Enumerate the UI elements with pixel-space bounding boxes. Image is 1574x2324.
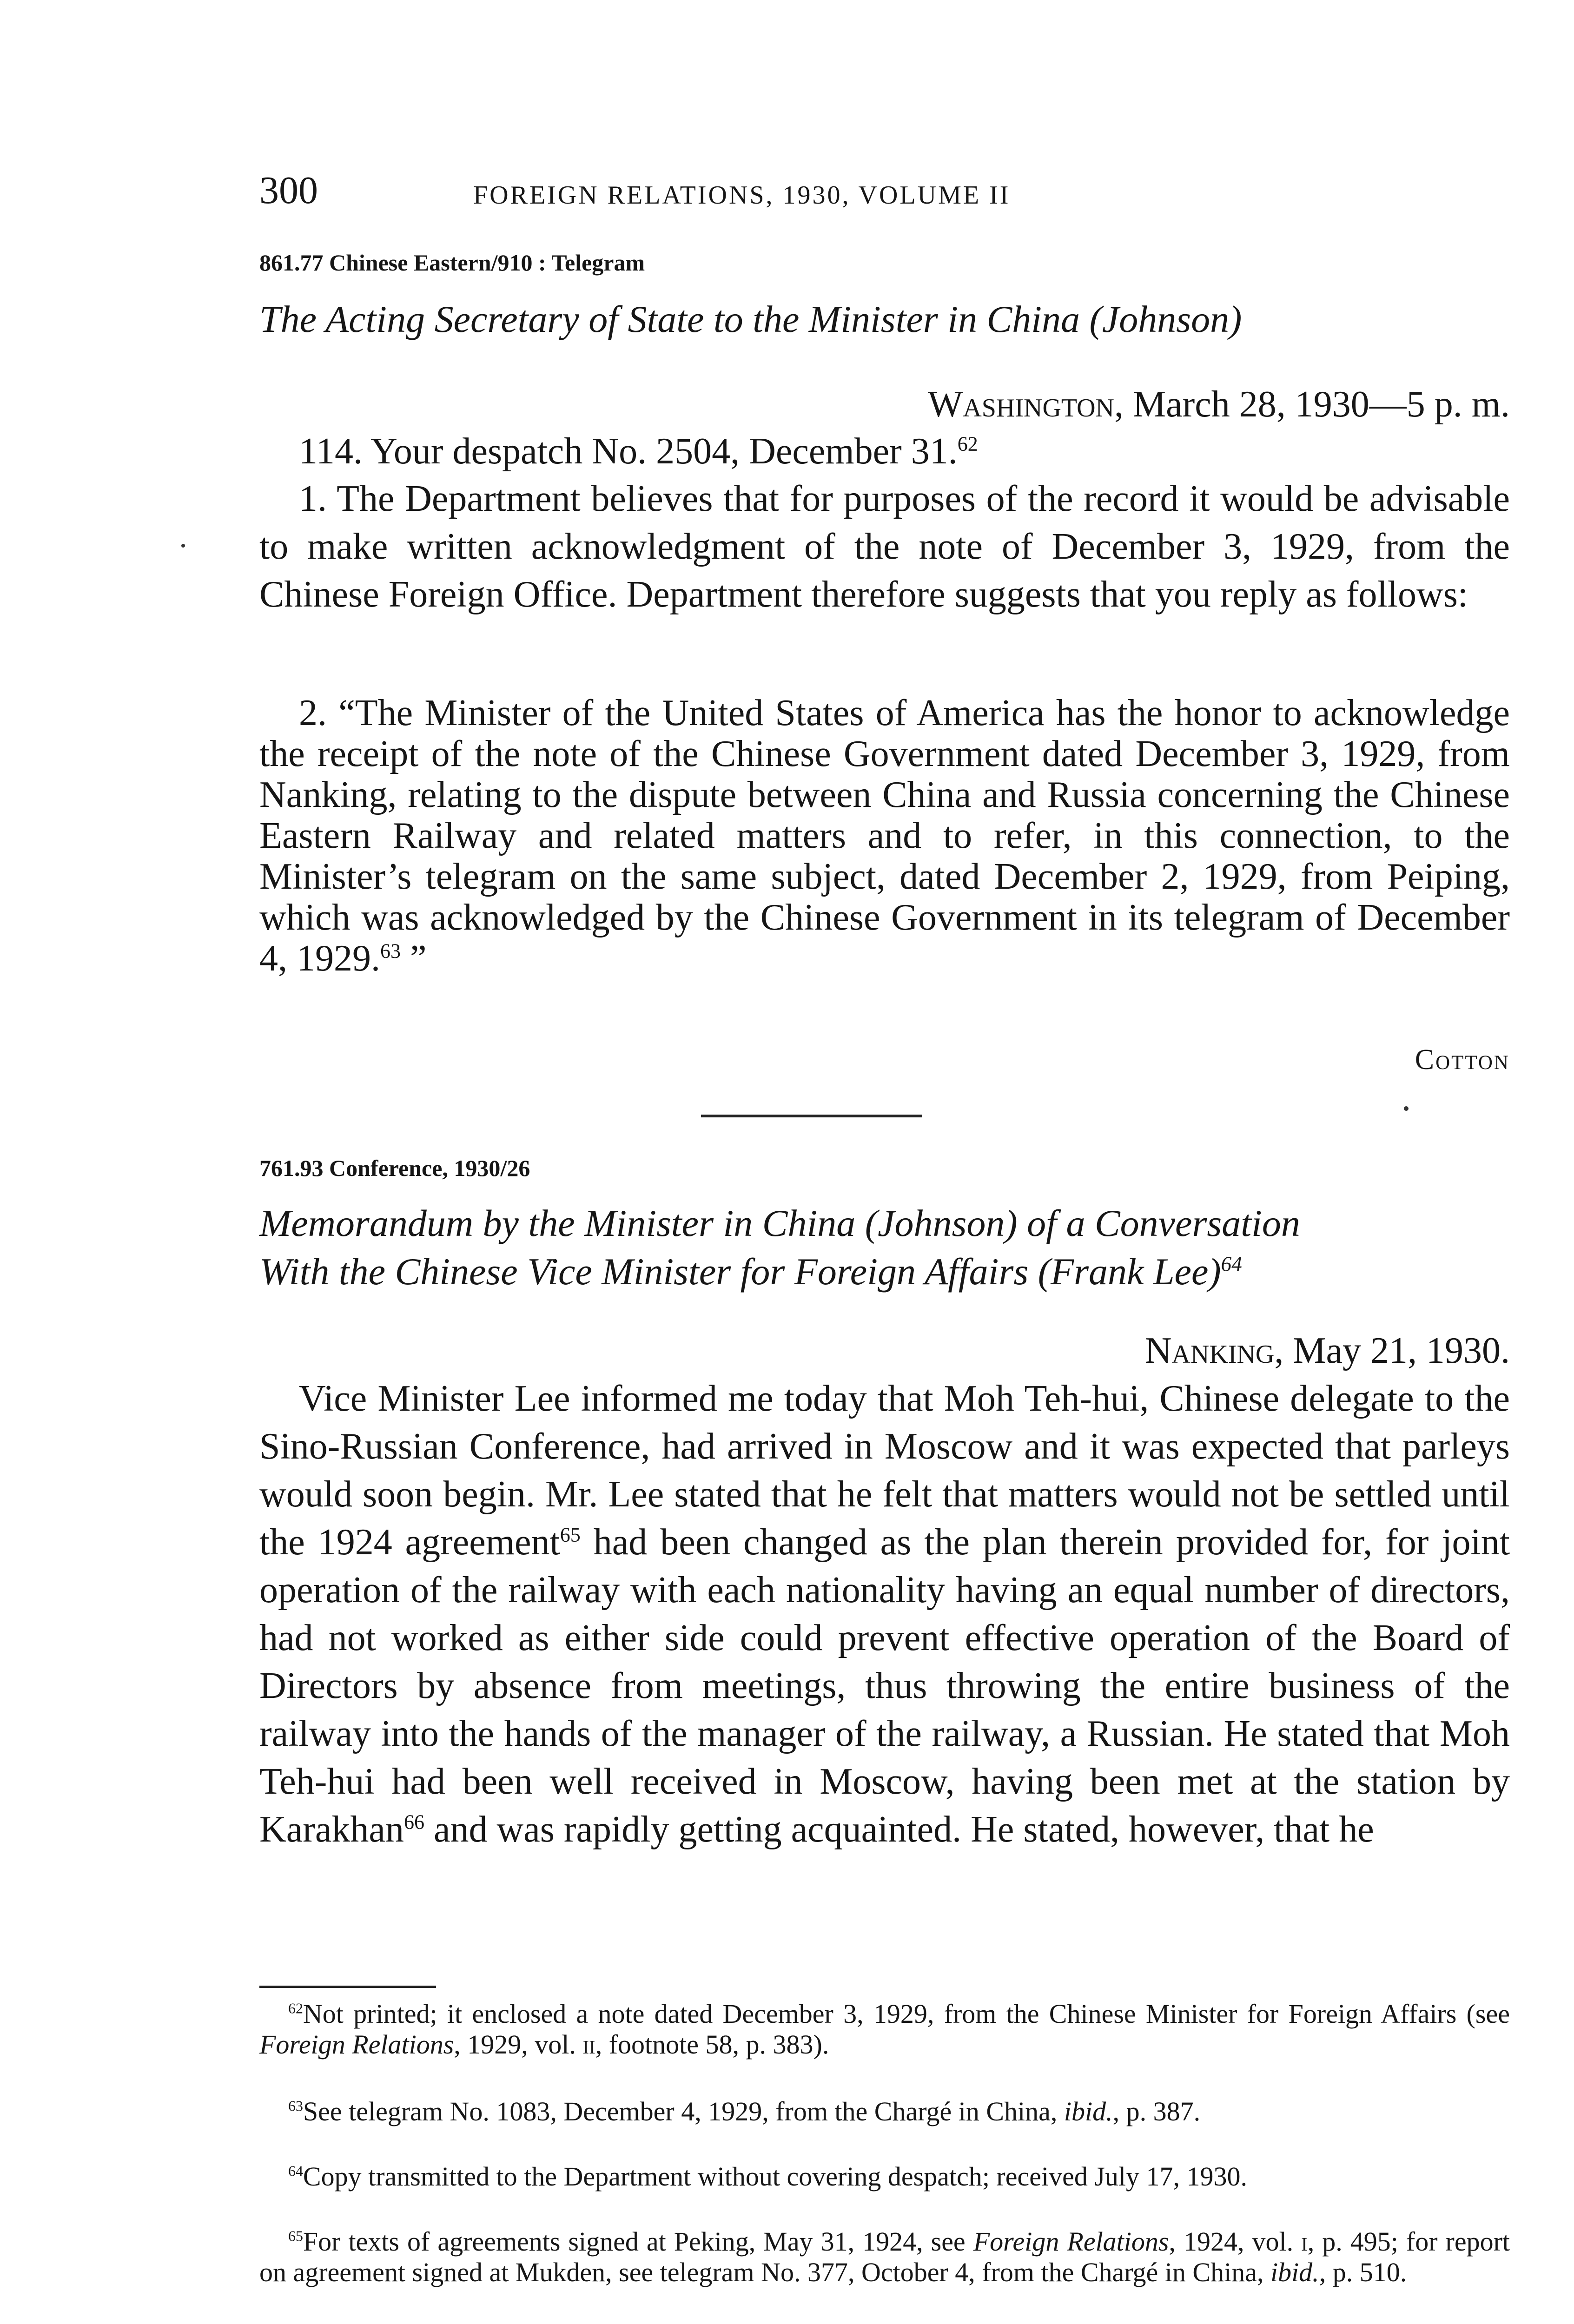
dateline-date: , May 21, 1930. xyxy=(1274,1330,1510,1371)
footnote-65 xyxy=(259,2226,1510,2288)
paragraph-text: 114. Your despatch No. 2504, December 31. xyxy=(299,431,958,472)
footnote-text: For texts of agreements signed at Peking, May 31, 1924, see xyxy=(303,2226,973,2257)
file-reference: 761.93 Conference, 1930/26 xyxy=(259,1155,530,1181)
footnote-volume: i xyxy=(1301,2226,1308,2257)
dateline-date: , March 28, 1930—5 p. m. xyxy=(1114,384,1510,425)
running-header xyxy=(259,167,1510,218)
page-number: 300 xyxy=(259,169,318,212)
footnote-text: See telegram No. 1083, December 4, 1929, from the Chargé in China, xyxy=(303,2096,1064,2126)
memorandum-body xyxy=(259,1375,1510,1854)
title-line: Memorandum by the Minister in China (Johnson) of a Conversation xyxy=(259,1202,1300,1244)
file-reference: 861.77 Chinese Eastern/910 : Telegram xyxy=(259,250,645,276)
footnote-text: , p. 510. xyxy=(1319,2257,1407,2287)
footnote-italic: Foreign Relations xyxy=(973,2226,1169,2257)
paragraph-114 xyxy=(259,428,1510,475)
paragraph-text: 2. “The Minister of the United States of America has the honor to acknowledge the receipt of the note of the Chinese Government dated December 3, 1929, from Nanking, relating to the dispute between China and Russia concerning the Chinese Eastern Railway and related matters and to refer, in this connection, to the Minister’s telegram on the same subject, dated December 2, 1929, from Peiping, which was acknowledged by the Chinese Government in its telegram of December 4, 1929. xyxy=(259,693,1510,979)
footnote-rule xyxy=(259,1986,436,1988)
footnote-ref: 63 xyxy=(380,939,401,963)
footnote-ref: 65 xyxy=(560,1523,581,1546)
footnote-63 xyxy=(259,2096,1510,2127)
footnote-ref: 66 xyxy=(403,1810,424,1834)
footnote-italic: ibid. xyxy=(1064,2096,1113,2126)
print-speck xyxy=(181,544,185,548)
paragraph-2 xyxy=(259,693,1510,979)
running-title: FOREIGN RELATIONS, 1930, VOLUME II xyxy=(473,181,1011,210)
footnote-italic: Foreign Relations xyxy=(259,2029,454,2060)
section-divider xyxy=(701,1115,922,1117)
footnote-text: Copy transmitted to the Department without covering despatch; received July 17, 1930. xyxy=(303,2161,1248,2192)
footnote-62 xyxy=(259,1999,1510,2060)
footnote-text: , p. 495; for report on agreement signed at Mukden, see telegram No. 377, October 4, from the Chargé in China, xyxy=(259,2226,1510,2287)
body-text: had been changed as the plan therein provided for, for joint operation of the railway with each nationality having an equal number of directors, had not worked as either side could prevent effective operation of the Board of Directors by absence from meetings, thus throwing the entire business of the railway into the hands of the manager of the railway, a Russian. He stated that Moh Teh-hui had been well received in Moscow, having been met at the station by Karakhan xyxy=(259,1522,1510,1850)
title-text: With the Chinese Vice Minister for Foreign Affairs (Frank Lee) xyxy=(259,1250,1221,1293)
document-title xyxy=(259,1199,1510,1296)
footnote-text: , 1924, vol. xyxy=(1169,2226,1302,2257)
footnote-volume: ii xyxy=(582,2029,595,2060)
body-text: Vice Minister Lee informed me today that Moh Teh-hui, Chinese delegate to the Sino-Russian Conference, had arrived in Moscow and it was expected that parleys would soon begin. Mr. Lee stated that he felt that matters would not be settled until the 1924 agreement xyxy=(259,1378,1510,1563)
footnote-text: , 1929, vol. xyxy=(454,2029,583,2060)
title-line xyxy=(259,1248,1510,1296)
footnote-text: , p. 387. xyxy=(1112,2096,1201,2126)
footnote-number: 62 xyxy=(288,2000,303,2017)
footnote-64 xyxy=(259,2161,1510,2192)
footnote-text: , footnote 58, p. 383). xyxy=(595,2029,829,2060)
signature: Cotton xyxy=(1415,1044,1510,1076)
footnote-italic: ibid. xyxy=(1270,2257,1319,2287)
footnote-ref: 62 xyxy=(957,432,978,456)
dateline xyxy=(259,381,1510,428)
footnote-number: 65 xyxy=(288,2228,303,2245)
dateline xyxy=(259,1327,1510,1374)
dateline-place: Washington xyxy=(927,384,1114,425)
document-title: The Acting Secretary of State to the Minister in China (Johnson) xyxy=(259,298,1242,340)
footnote-number: 64 xyxy=(288,2163,303,2179)
print-speck xyxy=(1404,1106,1409,1111)
footnote-ref: 64 xyxy=(1221,1252,1242,1276)
closing-quote: ” xyxy=(401,938,427,979)
paragraph-1: 1. The Department believes that for purposes of the record it would be advisable to make written acknowledgment of the note of December 3, 1929, from the Chinese Foreign Office. Department therefore suggests that you reply as follows: xyxy=(259,478,1510,615)
footnote-number: 63 xyxy=(288,2098,303,2114)
dateline-place: Nanking xyxy=(1144,1330,1275,1371)
footnote-text: Not printed; it enclosed a note dated December 3, 1929, from the Chinese Minister for Foreign Affairs (see xyxy=(303,1999,1510,2029)
body-text: and was rapidly getting acquainted. He stated, however, that he xyxy=(424,1809,1374,1850)
